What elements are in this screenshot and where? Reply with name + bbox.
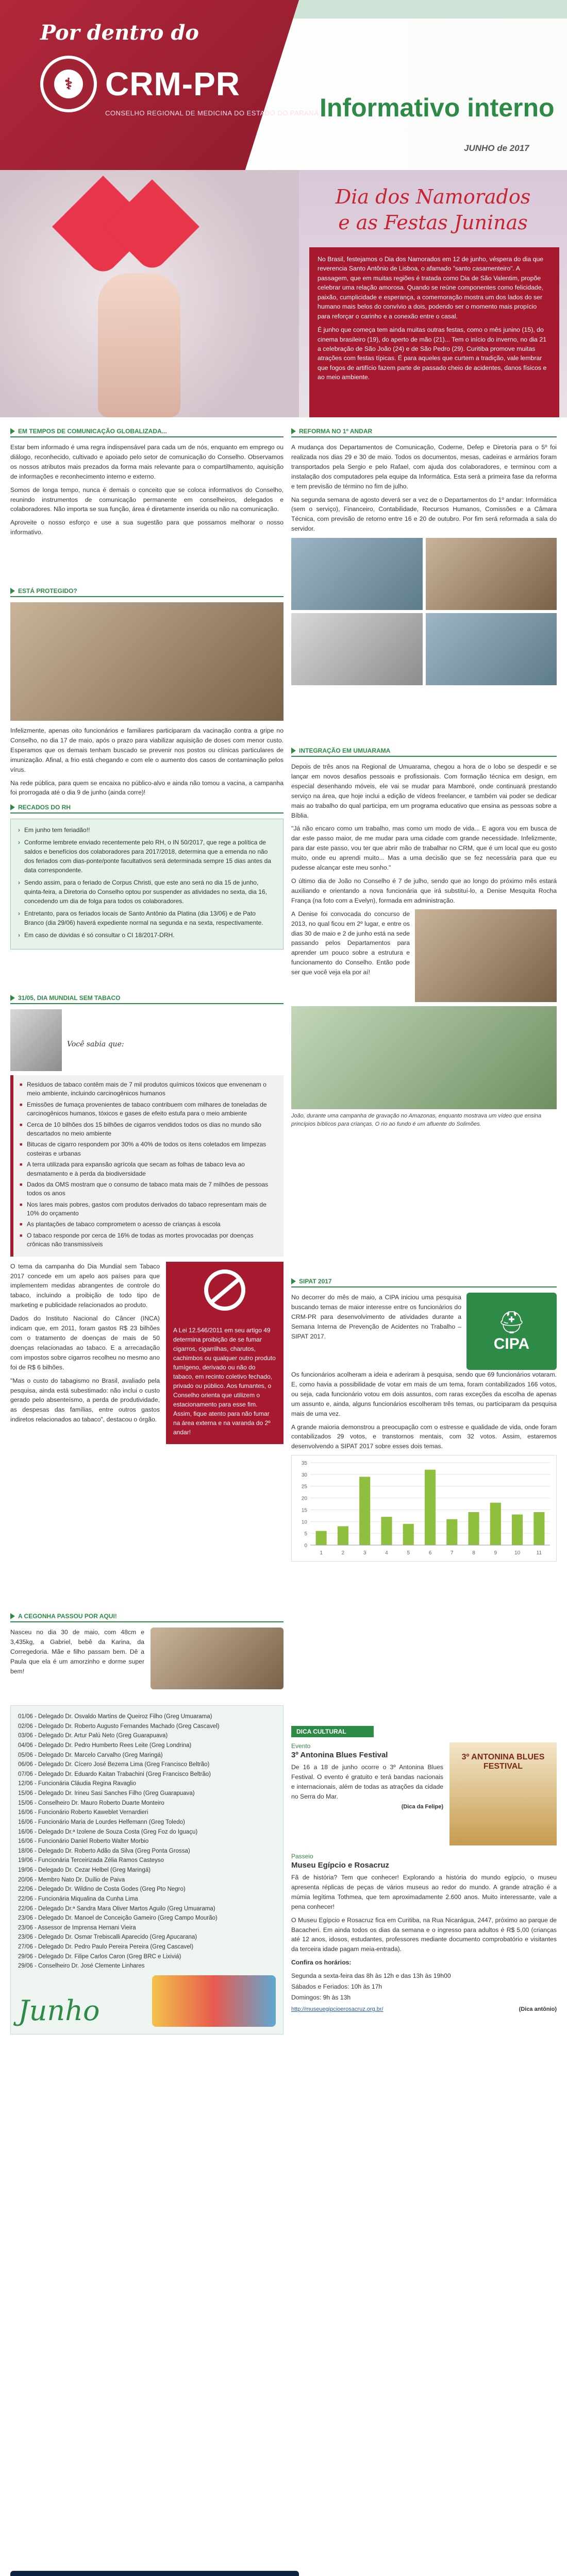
paragraph: O tema da campanha do Dia Mundial sem Tabaco 2017 concede em um apelo aos países para que implementem medidas abrangentes de controle do tabaco, incluindo a proibição de todo tipo de marketing e publicidade relacionados ao produto.	[10, 1262, 160, 1309]
paragraph: "Mas o custo do tabagismo no Brasil, avaliado pela pesquisa, ainda está subestimado: não inclui o custo gerado pelo absenteísmo, a perda de produtividade, as despesas das famílias, entre outros gastos indiretos relacionados ao tabaco", destacou o órgão.	[10, 1377, 160, 1423]
y-tick-label: 30	[301, 1472, 307, 1479]
chart-bar	[425, 1470, 436, 1545]
office-photo	[426, 538, 557, 610]
chart-bar	[359, 1477, 370, 1546]
passeio-title: Museu Egípcio e Rosacruz	[291, 1861, 390, 1870]
x-tick-label: 11	[536, 1550, 542, 1556]
hero-text-box	[309, 247, 559, 417]
y-tick-label: 0	[304, 1543, 307, 1549]
list-item: › Entretanto, para os feriados locais de Santo Antônio da Platina (dia 13/06) e de Pato Branco (dia 29/06) haverá expediente normal na segunda e na sexta, respectivamente.	[18, 909, 276, 927]
paragraph: A mudança dos Departamentos de Comunicação, Coderne, Defep e Diretoria para o 5º foi realizada nos dias 29 e 30 de maio. Todos os documentos, mesas, cadeiras e armários foram transportados pela Sergio e pelo Rafael, com ajuda dos colaboradores, e terminou com a instalação dos computadores pela equipe da Informática. Esta será a primeira fase da reforma e tem previsão de término no fim de julho.	[291, 444, 557, 490]
office-photo	[426, 613, 557, 685]
hero-paragraph: É junho que começa tem ainda muitas outras festas, como o mês junino (15), do cinema brasileiro (19), do aperto de mão (21)... Tem o início do inverno, no dia 21 a celebração de São João (24) e de São Pedro (29). Curitiba promove muitas atrações com festas típicas. É para aqueles que curtem a tradição, vale lembrar que fogos de artifício fazem parte de passado cheio de acidentes, danos físicos e ao meio ambiente.	[318, 326, 547, 381]
chart-bar	[512, 1515, 523, 1545]
paragraph: Infelizmente, apenas oito funcionários e familiares participaram da vacinação contra a gripe no Conselho, no dia 17 de maio, após o prazo para viabilizar aquisição de doses com menor custo. Esperamos que os demais tenham buscado se prevenir nos postos ou clínicas particulares de imunização. Afinal, a frio está chegando e com ele o aumento dos casos de contaminação pelos vírus.	[10, 727, 284, 773]
sipat-text	[291, 1293, 461, 1370]
section-heading	[291, 747, 557, 757]
y-tick-label: 5	[304, 1531, 307, 1537]
section-heading	[10, 587, 284, 597]
list-item: › Em caso de dúvidas é só consultar o CI 18/2017-DRH.	[18, 930, 276, 940]
list-item: 01/06 - Delegado Dr. Osvaldo Martins de Queiroz Filho (Greg Umuarama)	[18, 1714, 212, 1720]
list-item: ■ As plantações de tabaco comprometem o acesso de crianças à escola	[20, 1220, 277, 1229]
section-body	[291, 1370, 557, 1451]
list-item: 16/06 - Funcionário Daniel Roberto Walter Morbio	[18, 1838, 149, 1845]
list-item: ■ Bitucas de cigarro respondem por 30% a 40% de todos os itens coletados em limpezas costeiras e urbanas	[20, 1140, 277, 1158]
crm-emblem-icon	[40, 56, 97, 112]
list-item: 19/06 - Delegado Dr. Cezar Helbel (Greg Maringá)	[18, 1867, 151, 1873]
month-label: Junho	[18, 1994, 100, 2027]
list-item: 07/06 - Delegado Dr. Eduardo Kaitan Trabachini (Greg Francisco Beltrão)	[18, 1771, 211, 1777]
triangle-icon	[10, 1613, 15, 1619]
staff-photo	[415, 909, 557, 1002]
photo-caption: João, durante uma campanha de gravação no Amazonas, enquanto mostrava um vídeo que ensina princípios bíblicos para crianças. O rio ao fundo é um afluente do Solimões.	[291, 1112, 542, 1127]
chart-bar	[446, 1519, 457, 1545]
section-reforma	[291, 428, 557, 685]
chart-bar	[468, 1512, 479, 1545]
chart-bar	[381, 1517, 392, 1545]
list-item: › Sendo assim, para o feriado de Corpus Christi, que este ano será no dia 15 de junho, quinta-feira, a Diretoria do Conselho optou por suspender as atividades no sexta, dia 16, concedendo um dia de folga para todos os colaboradores.	[18, 878, 276, 906]
paragraph: Aproveite o nosso esforço e use a sua sugestão para que possamos melhorar o nosso informativo.	[10, 519, 284, 536]
list-item: 27/06 - Delegado Dr. Pedro Paulo Pereira Pereira (Greg Cascavel)	[18, 1944, 194, 1950]
list-item: 05/06 - Delegado Dr. Marcelo Carvalho (Greg Maringá)	[18, 1752, 163, 1758]
x-tick-label: 1	[320, 1550, 323, 1556]
list-item: 02/06 - Delegado Dr. Roberto Augusto Fernandes Machado (Greg Cascavel)	[18, 1723, 220, 1730]
paragraph: Os funcionários acolheram a ideia e aderiram à pesquisa, sendo que 69 funcionários votaram. E, como havia a possibilidade de votar em mais de um tema, foram contabilizados 166 votos, ou seja, cada funcionário votou em dois assuntos, com raras exceções da escolha de apenas um assunto e, ainda, alguns funcionários escolheram três temas, ou participaram da pesquisa mais de uma vez.	[291, 1371, 557, 1417]
list-item: 29/06 - Conselheiro Dr. José Clemente Linhares	[18, 1963, 145, 1970]
triangle-icon	[10, 804, 15, 810]
section-heading-label: EM TEMPOS DE COMUNICAÇÃO GLOBALIZADA...	[18, 428, 167, 435]
y-tick-label: 25	[301, 1484, 307, 1490]
x-tick-label: 10	[514, 1550, 521, 1556]
hero-banner	[0, 170, 567, 417]
paragraph: O último dia de João no Conselho é 7 de julho, sendo que ao longo do próximo mês estará auxiliando e orientando a nova funcionária que irá substituí-lo, a Denise Mesquita Rocha França (na foto com a Evelyn), formada em administração.	[291, 877, 557, 904]
list-item: ■ Resíduos de tabaco contêm mais de 7 mil produtos químicos tóxicos que envenenam o meio ambiente, incluindo carcinogênicos humanos	[20, 1080, 277, 1098]
cipa-badge	[466, 1293, 557, 1370]
triangle-icon	[291, 748, 296, 754]
y-tick-label: 20	[301, 1496, 307, 1502]
newsletter-title: Informativo interno	[320, 93, 555, 122]
header	[0, 0, 567, 170]
section-heading	[10, 428, 284, 437]
paragraph: Na segunda semana de agosto deverá ser a vez de o Departamentos do 1º andar: Informática (sem o serviço), Financeiro, Contabilidade, Recursos Humanos, Comissões e a Câmara Técnica, com previsão de retorno entre 16 e 20 de outubro. Por fim será reformada a sala do servidor.	[291, 496, 557, 533]
no-smoking-panel	[166, 1262, 284, 1318]
list-item: 22/06 - Delegado Dr. Wildino de Costa Godes (Greg Pto Negro)	[18, 1886, 186, 1893]
section-tabaco	[10, 994, 284, 1444]
list-item: 16/06 - Funcionário Roberto Kaweblet Vernardieri	[18, 1809, 148, 1816]
triangle-icon	[10, 995, 15, 1001]
triangle-icon	[10, 588, 15, 594]
brand-name: CRM-PR	[105, 65, 240, 103]
brand-subtitle: CONSELHO REGIONAL DE MEDICINA DO ESTADO DO PARANÁ	[105, 109, 319, 117]
list-item: 06/06 - Delegado Dr. Cícero José Bezerra Lima (Greg Francisco Beltrão)	[18, 1761, 210, 1768]
section-heading-label: ESTÁ PROTEGIDO?	[18, 587, 77, 595]
section-body	[291, 443, 557, 534]
evento-credit: (Dica da Felipe)	[401, 1803, 443, 1810]
chart-bar	[403, 1524, 414, 1545]
list-item: ■ Emissões de fumaça provenientes de tabaco contribuem com milhares de toneladas de carcinogênicos humanos, tóxicos e gases de efeito estufa para o meio ambiente	[20, 1100, 277, 1118]
hero-title-b: e as Festas Juninas	[338, 211, 528, 234]
chart-bar	[316, 1531, 327, 1545]
office-photo	[291, 613, 423, 685]
section-recados	[10, 804, 284, 950]
list-item: 04/06 - Delegado Dr. Pedro Humberto Rees Leite (Greg Londrina)	[18, 1742, 192, 1749]
list-item: 19/06 - Funcionária Terceirizada Zélia Ramos Casteyso	[18, 1857, 164, 1864]
cigarette-photo	[10, 1009, 62, 1071]
list-item: 22/06 - Delegado Dr.ª Sandra Mara Oliver Martos Aguilo (Greg Umuarama)	[18, 1905, 215, 1912]
paragraph: O Museu Egípcio e Rosacruz fica em Curitiba, na Rua Nicarágua, 2447, próximo ao parque de Bacacheri. Em ainda todos os dias da semana e o ingresso para adultos é R$ 5,00 (crianças até 12 anos, idosos, estudantes, professores mediante documento comprobatório e visitantes da terceira idade pagam meia-entrada).	[291, 1916, 557, 1953]
section-heading	[10, 804, 284, 814]
paragraph: A grande maioria demonstrou a preocupação com o estresse e qualidade de vida, onde foram contabilizados 29 votos, e transtornos mentais, com 32 votos. Assim, estaremos desenvolvendo a SIPAT 2017 sobre esses dois temas.	[291, 1423, 557, 1450]
cipa-label: CIPA	[493, 1335, 530, 1352]
sipat-chart-svg	[292, 1455, 556, 1558]
x-tick-label: 3	[363, 1550, 366, 1556]
section-heading	[10, 994, 284, 1004]
triangle-icon	[291, 1278, 296, 1284]
section-cegonha	[10, 1613, 284, 1689]
paragraph: Confira os horários:	[291, 1959, 352, 1967]
vaccination-photo	[10, 602, 284, 721]
section-heading	[291, 1278, 557, 1287]
x-tick-label: 6	[428, 1550, 432, 1556]
list-item: 23/06 - Delegado Dr. Manoel de Conceição Gameiro (Greg Campo Mourão)	[18, 1915, 218, 1922]
cegonha-text: Nasceu no dia 30 de maio, com 48cm e 3,435kg, a Gabriel, bebê da Karina, da Corregedoria. Mãe e filho passam bem. Dê a Paula que ela é um amorzinho e dorme super bem!	[10, 1629, 144, 1675]
paragraph: Somos de longa tempo, nunca é demais o conceito que se coloca informativos do Conselho, reunindo instrumentos de comunicação permanente em conselheiros, delegados e colaboradores. Não importa se sua função, área é diretamente inserida ou não na comunicação.	[10, 486, 284, 513]
list-item: 16/06 - Delegado Dr.ª Izolene de Souza Costa (Greg Foz do Iguaçu)	[18, 1828, 198, 1835]
list-item: ■ Cerca de 10 bilhões dos 15 bilhões de cigarros vendidos todos os dias no mundo são descartados no meio ambiente	[20, 1121, 277, 1139]
evento-text: De 16 a 18 de junho ocorre o 3º Antonina Blues Festival. O evento é gratuito e terá bandas nacionais e internacionais, além de todas as atrações da cidade no Serra do Mar.	[291, 1764, 443, 1800]
section-body	[10, 443, 284, 537]
x-tick-label: 5	[407, 1550, 410, 1556]
passeio-credit: (Dica antônio)	[519, 2006, 557, 2012]
section-heading-label: DICA CULTURAL	[291, 1726, 374, 1737]
list-item: 18/06 - Delegado Dr. Roberto Adão da Silva (Greg Ponta Grossa)	[18, 1848, 190, 1854]
list-item: 23/06 - Delegado Dr. Osmar Trebiscalli Aparecido (Greg Apucarana)	[18, 1934, 197, 1941]
list-item: 20/06 - Membro Nato Dr. Duílio de Paiva	[18, 1876, 125, 1883]
list-item: 23/06 - Assessor de Imprensa Hernani Vieira	[18, 1924, 136, 1931]
x-tick-label: 4	[385, 1550, 388, 1556]
triangle-icon	[10, 428, 15, 434]
list-item: ■ A terra utilizada para expansão agrícola que secam as folhas de tabaco leva ao desmatamento e à perda da biodiversidade	[20, 1160, 277, 1178]
passeio-body	[291, 1873, 557, 2003]
caduceus-icon: ⚕	[54, 70, 83, 98]
paragraph: Fã de história? Tem que conhecer! Explorando a história do mundo egípcio, o museu apresenta réplicas de peças de vários museus ao redor do mundo. A grande atração é a múmia legítima Tothmea, que tem aproximadamente 2.600 anos. Muito interessante, vale a pena conhecer!	[291, 1874, 557, 1910]
list-item: 15/06 - Conselheiro Dr. Mauro Roberto Duarte Monteiro	[18, 1800, 164, 1806]
list-item: ■ Nos lares mais pobres, gastos com produtos derivados do tabaco representam mais de 10% do orçamento	[20, 1200, 277, 1218]
section-comunicacao	[10, 428, 284, 541]
list-item: 22/06 - Funcionária Miqualina da Cunha Lima	[18, 1895, 138, 1902]
section-sipat	[291, 1278, 557, 1562]
list-item: 15/06 - Delegado Dr. Irineu Sasi Sanches Filho (Greg Guarapuava)	[18, 1790, 195, 1797]
hero-paragraph: No Brasil, festejamos o Dia dos Namorados em 12 de junho, véspera do dia que reverencia Santo Antônio de Lisboa, o afamado "santo casamenteiro". A passagem, que em muitas regiões é tratada como Dia de São Valentim, propõe celebrar uma relação amorosa. Quando se reúne componentes como felicidade, paixão, cumplicidade e esperança, a comemoração mostra um dos lados do ser humano mais belos do convívio a dois, podendo ser o momento mais propício para reforçar o carinho e a conexão entre o casal.	[318, 256, 544, 320]
recados-box	[10, 819, 284, 950]
paragraph: No decorrer do mês de maio, a CIPA iniciou uma pesquisa buscando temas de maior interesse entre os funcionários do CRM-PR para desenvolvimento de atividades durante a Semana Interna de Prevenção de Acidentes no Trabalho – SIPAT 2017.	[291, 1294, 461, 1340]
paragraph: Sábados e Feriados: 10h às 17h	[291, 1983, 382, 1991]
paragraph: Depois de três anos na Regional de Umuarama, chegou a hora de o lobo se despedir e se lançar em novos desafios pessoais e profissionais. Com formação técnica em design, em especial desenhando móveis, ele vai se mudar para Mamboré, onde continuará prestando serviço na área, que hoje inclui a edição de vídeos freelancer, e também vai poder se dedicar mais ao trabalho do qual participa, em um programa educativo que ensina as pessoas sobre a Bíblia.	[291, 763, 557, 819]
section-heading-label: RECADOS DO RH	[18, 804, 71, 811]
section-aniversarios	[10, 1705, 284, 2035]
list-item: 03/06 - Delegado Dr. Artur Palú Neto (Greg Guarapuava)	[18, 1733, 168, 1739]
paragraph: "Já não encaro como um trabalho, mas como um modo de vida... E agora vou em busca de dar este passo maior, de me mudar para uma cidade com grande necessidade. Infelizmente, para dar este passo, vou ter que abrir mão de trabalhar no CRM, que é um local que eu gosto muito, onde eu aprendi muito... Mas a uma decisão que se fez necessária para que eu pudesse alcançar este meu sonho."	[291, 825, 557, 872]
hands-illustration	[98, 273, 180, 417]
section-body	[291, 762, 557, 906]
section-heading-label: SIPAT 2017	[299, 1278, 332, 1285]
section-integracao	[291, 747, 557, 1129]
paragraph: Segunda a sexta-feira das 8h às 12h e das 13h às 19h00	[291, 1972, 451, 1980]
sipat-chart	[291, 1455, 557, 1562]
list-item: › Em junho tem feriadão!!	[18, 825, 276, 835]
triangle-icon	[291, 428, 296, 434]
section-heading-label: INTEGRAÇÃO EM UMUARAMA	[299, 747, 391, 754]
tabaco-text	[10, 1262, 160, 1444]
list-item: ■ Dados da OMS mostram que o consumo de tabaco mata mais de 7 milhões de pessoas todos os anos	[20, 1180, 277, 1198]
section-protegido	[10, 587, 284, 801]
section-heading-label: A CEGONHA PASSOU POR AQUI!	[18, 1613, 117, 1620]
comic-strip	[10, 2571, 299, 2576]
paragraph: A Denise foi convocada do concurso de 2013, no qual ficou em 2º lugar, e entre os dias 30 de maio e 2 de junho está na sede passando pelos Departamentos para aprender um pouco sobre a estrutura e funcionamento do Conselho. Então pode ser que você veja ela por aí!	[291, 910, 410, 976]
x-tick-label: 9	[494, 1550, 497, 1556]
baby-photo	[151, 1628, 284, 1689]
tabaco-facts-box	[10, 1075, 284, 1257]
amazon-photo	[291, 1006, 557, 1109]
birthday-list	[18, 1712, 276, 1971]
reforma-photo-grid	[291, 538, 557, 685]
list-item: ■ O tabaco responde por cerca de 16% de todas as mortes provocadas por doenças crônicas não transmissíveis	[20, 1231, 277, 1249]
section-heading-label: 31/05, DIA MUNDIAL SEM TABACO	[18, 994, 121, 1002]
tabaco-law-box: A Lei 12.546/2011 em seu artigo 49 determina proibição de se fumar cigarros, cigarrilhas, charutos, cachimbos ou qualquer outro produto fumígeno, derivado ou não do tabaco, em recinto coletivo fechado, privado ou público. Aos fumantes, o Conselho orienta que utilizem o estacionamento para esse fim. Assim, fique atento para não fumar na área externa e na varanda do 2º andar!	[166, 1318, 284, 1444]
section-body	[10, 726, 284, 798]
hero-image	[0, 170, 299, 417]
hero-title-a: Dia dos Namorados	[335, 185, 531, 208]
no-smoking-icon	[204, 1269, 245, 1311]
chart-bar	[338, 1527, 348, 1546]
office-photo	[291, 538, 423, 610]
evento-title: 3º Antonina Blues Festival	[291, 1751, 388, 1759]
brand-box	[0, 0, 320, 170]
edition-date: JUNHO de 2017	[464, 143, 529, 153]
tabaco-intro: Você sabia que:	[67, 1040, 124, 1048]
list-item: › Conforme lembrete enviado recentemente pelo RH, o IN 50/2017, que rege a política de saldos e benefícios dos colaboradores para 2017/2018, determina que a emenda no não dos feriados com dias-ponte/ponte facultativos será determinada sempre 15 dias antes da data correspondente.	[18, 838, 276, 875]
chart-bar	[533, 1512, 544, 1545]
x-tick-label: 8	[472, 1550, 475, 1556]
x-tick-label: 7	[450, 1550, 454, 1556]
blues-festival-poster: 3º ANTONINA BLUES FESTIVAL	[449, 1742, 557, 1845]
paragraph: Domingos: 9h às 13h	[291, 1993, 351, 2001]
section-cultural	[291, 1726, 557, 2012]
balloons-illustration	[152, 1975, 276, 2027]
paragraph: Na rede pública, para quem se encaixa no público-alvo e ainda não tomou a vacina, a campanha foi prorrogada até o dia 9 de junho (ainda corre)!	[10, 779, 284, 796]
section-heading-label: REFORMA NO 1º ANDAR	[299, 428, 373, 435]
list-item: 29/06 - Delegado Dr. Filipe Carlos Caron (Greg BRC e Lixiviá)	[18, 1953, 181, 1960]
birthday-box	[10, 1705, 284, 2035]
section-heading	[291, 428, 557, 437]
helmet-icon: ⛑	[497, 1310, 526, 1334]
logo-row	[40, 56, 240, 112]
passeio-label: Passeio	[291, 1853, 313, 1860]
chart-bar	[490, 1503, 501, 1545]
list-item: 12/06 - Funcionária Cláudia Regina Ravaglio	[18, 1781, 136, 1787]
x-tick-label: 2	[341, 1550, 345, 1556]
list-item: 16/06 - Funcionário Maria de Lourdes Helfemann (Greg Toledo)	[18, 1819, 185, 1825]
y-tick-label: 10	[301, 1519, 307, 1526]
paragraph: Estar bem informado é uma regra indispensável para cada um de nós, enquanto em emprego ou diálogo, reconhecido, cultivado e apoiado pelo setor de comunicação do Conselho. Observamos os nossos atributos mais prezados da forma mais relevante para o compartilhamento, aquisição de informações e reconhecimento interno e externo.	[10, 444, 284, 480]
y-tick-label: 35	[301, 1461, 307, 1467]
evento-label: Evento	[291, 1742, 311, 1750]
section-heading	[10, 1613, 284, 1622]
paragraph: Dados do Instituto Nacional do Câncer (INCA) indicam que, em 2011, foram gastos R$ 23 bilhões com o tratamento de doenças de mais de 50 doenças relacionadas ao tabaco. E a arrecadação com impostos sobre cigarros recolheu no mesmo ano foi de R$ 6 bilhões.	[10, 1315, 160, 1371]
y-tick-label: 15	[301, 1507, 307, 1514]
museum-link[interactable]: http://museuegipcioerosacruz.org.br/	[291, 2006, 383, 2012]
por-dentro-label: Por dentro do	[40, 21, 199, 45]
